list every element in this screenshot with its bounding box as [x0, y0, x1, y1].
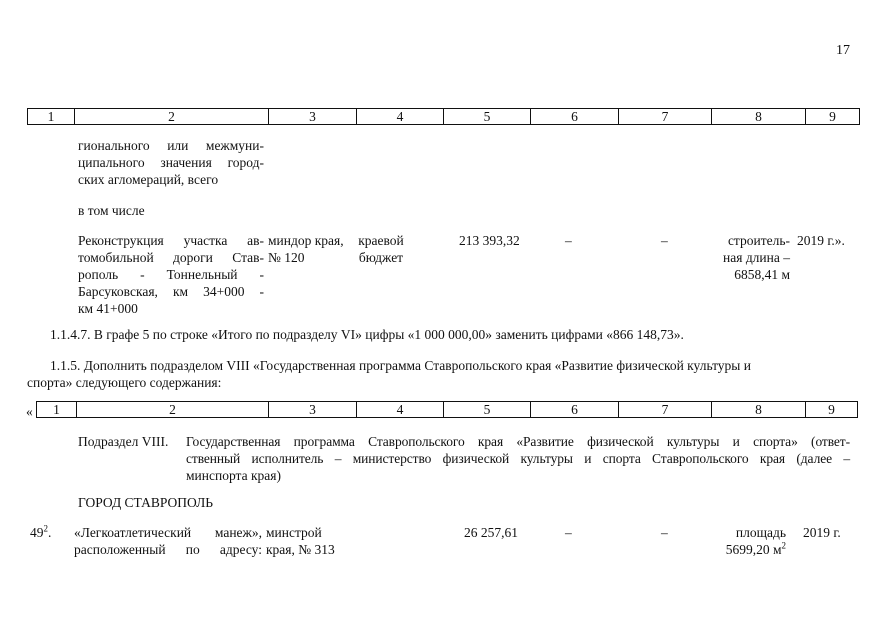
col-header-2: 2	[77, 402, 269, 418]
text-line: края, № 313	[266, 542, 335, 557]
col-header-6: 6	[531, 402, 619, 418]
text-line: томобильной дороги Став-	[78, 250, 264, 265]
row2-number-suffix: .	[48, 525, 52, 540]
row-customer-cell	[268, 232, 358, 266]
column-header-row-1	[27, 108, 860, 125]
row-amount: 213 393,32	[459, 233, 520, 248]
col-header-2: 2	[75, 109, 269, 125]
row2-col6: –	[565, 525, 572, 540]
row2-year: 2019 г.	[803, 525, 841, 540]
col-header-5: 5	[444, 402, 531, 418]
text-line: «Легкоатлетический манеж»,	[74, 525, 262, 540]
city-heading: ГОРОД СТАВРОПОЛЬ	[78, 495, 214, 510]
text-line: расположенный по адресу:	[74, 542, 262, 557]
text-line: гионального или межмуни-	[78, 138, 264, 153]
col-header-8: 8	[712, 402, 806, 418]
paragraph-1147: 1.1.4.7. В графе 5 по строке «Итого по подразделу VI» цифры «1 000 000,00» заменить цифрами «866 148,73».	[50, 327, 684, 342]
sub-label: в том числе	[78, 203, 145, 218]
subsection-text	[186, 433, 850, 484]
col-header-6: 6	[531, 109, 619, 125]
column-header-row-2	[36, 401, 858, 418]
area-value: 5699,20 м	[725, 542, 782, 557]
text-line: минспорта края)	[186, 468, 281, 483]
text-line: ских агломераций, всего	[78, 172, 219, 187]
paragraph-115-line1: 1.1.5. Дополнить подразделом VIII «Государственная программа Ставропольского края «Развитие физической культуры и	[50, 358, 751, 373]
text-line: № 120	[268, 250, 305, 265]
text-line: ная длина –	[723, 250, 790, 265]
area-unit-sup: 2	[781, 540, 786, 551]
text-line: ственный исполнитель – министерство физической культуры и спорта Ставропольского края (далее –	[186, 451, 850, 466]
text-line	[690, 541, 786, 558]
text-line: минстрой	[266, 525, 322, 540]
col-header-1: 1	[37, 402, 77, 418]
subsection-label: Подраздел VIII.	[78, 434, 169, 449]
col-header-9: 9	[806, 109, 860, 125]
text-line: Государственная программа Ставропольского края «Развитие физической культуры и спорта» (ответ-	[186, 434, 850, 449]
col-header-3: 3	[269, 402, 357, 418]
col-header-8: 8	[712, 109, 806, 125]
col-header-5: 5	[444, 109, 531, 125]
text-line: строитель-	[727, 233, 790, 248]
row-capacity-cell	[694, 232, 790, 283]
text-line: км 41+000	[78, 301, 138, 316]
row-name-cell	[78, 232, 264, 317]
col-header-7: 7	[619, 109, 712, 125]
paragraph-115-line2: спорта» следующего содержания:	[27, 375, 222, 390]
row-source-cell	[350, 232, 412, 266]
continued-name-cell	[78, 137, 264, 188]
text-line: Реконструкция участка ав-	[78, 233, 264, 248]
text-line: бюджет	[358, 250, 404, 265]
row2-number	[30, 524, 51, 541]
row2-capacity-cell	[690, 524, 786, 558]
row-year: 2019 г.».	[797, 233, 845, 248]
col-header-1: 1	[28, 109, 75, 125]
col-header-3: 3	[269, 109, 357, 125]
row-col7: –	[661, 233, 668, 248]
row2-customer-cell	[266, 524, 356, 558]
page-number: 17	[836, 43, 850, 58]
text-line: миндор края,	[268, 233, 344, 248]
text-line: ципального значения город-	[78, 155, 264, 170]
row2-name-cell	[74, 524, 262, 558]
text-line: 6858,41 м	[734, 267, 790, 282]
text-line: рополь - Тоннельный -	[78, 267, 264, 282]
text-line: площадь	[735, 525, 786, 540]
row2-number-sup: 2	[43, 523, 48, 534]
text-line: Барсуковская, км 34+000 -	[78, 284, 264, 299]
row2-amount: 26 257,61	[464, 525, 518, 540]
col-header-4: 4	[357, 109, 444, 125]
col-header-7: 7	[619, 402, 712, 418]
col-header-9: 9	[806, 402, 858, 418]
row2-number-main: 49	[30, 525, 44, 540]
col-header-4: 4	[357, 402, 444, 418]
opening-quote: «	[26, 404, 33, 419]
row-col6: –	[565, 233, 572, 248]
text-line: краевой	[358, 233, 404, 248]
row2-col7: –	[661, 525, 668, 540]
